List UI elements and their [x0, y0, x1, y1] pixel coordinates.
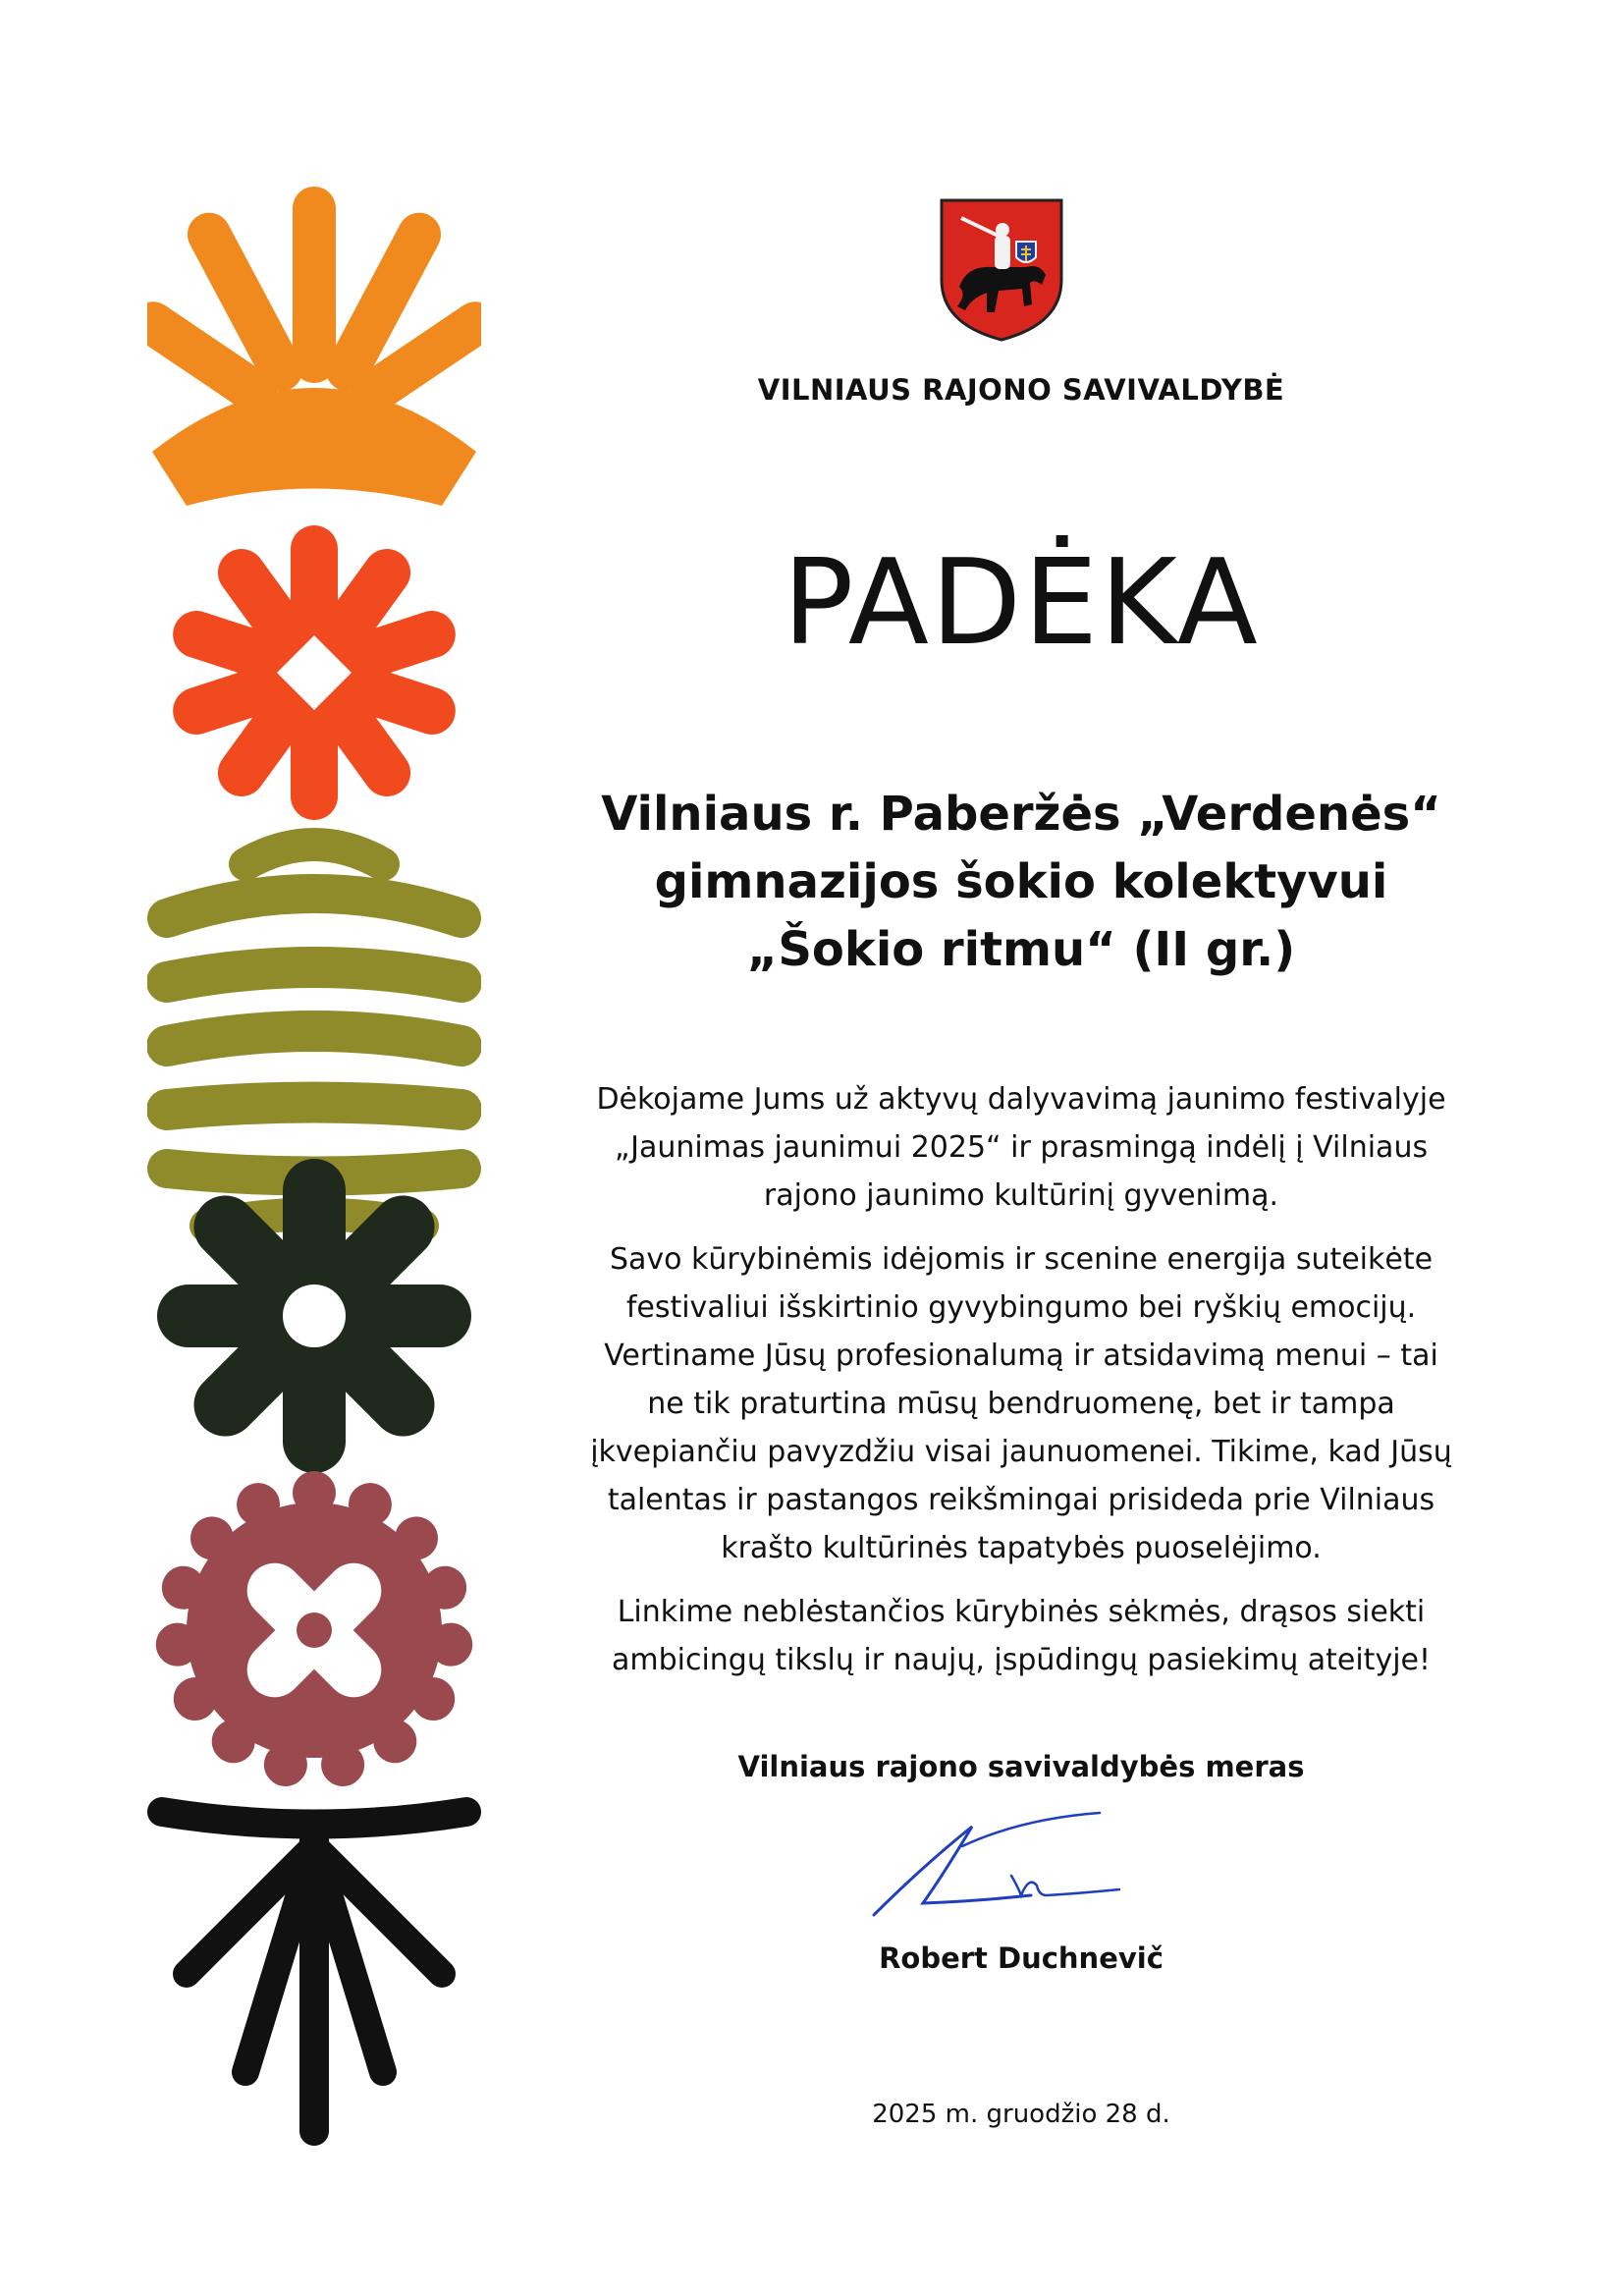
signer-role: Vilniaus rajono savivaldybės meras — [737, 1750, 1305, 1783]
paragraph — [530, 1075, 1512, 1220]
gratitude-text — [530, 1075, 1512, 1700]
recipient — [530, 781, 1512, 984]
vytis-coat-of-arms-icon — [938, 196, 1065, 344]
issue-date: 2025 m. gruodžio 28 d. — [872, 2100, 1170, 2129]
dark-flower-ornament-icon — [157, 1159, 471, 1473]
paragraph — [530, 1588, 1512, 1684]
text-line: rajono jaunimo kultūrinį gyvenimą. — [763, 1178, 1279, 1213]
recipient-line: Vilniaus r. Paberžės „Verdenės“ — [601, 787, 1441, 842]
folk-ornament-column — [147, 177, 481, 2151]
text-line: krašto kultūrinės tapatybės puoselėjimo. — [721, 1531, 1322, 1565]
text-line: „Jaunimas jaunimui 2025“ ir prasmingą indėlį į Vilniaus — [614, 1130, 1429, 1165]
certificate-title: PADĖKA — [783, 535, 1260, 672]
recipient-line: „Šokio ritmu“ (II gr.) — [746, 922, 1296, 977]
text-line: įkvepiančiu pavyzdžiu visai jaunuomenei. Tikime, kad Jūsų — [590, 1435, 1452, 1469]
mauve-flower-ornament-icon — [154, 1471, 475, 1790]
signer-name: Robert Duchnevič — [879, 1941, 1164, 1975]
paragraph — [530, 1235, 1512, 1572]
handwritten-signature — [864, 1807, 1159, 1935]
recipient-line: gimnazijos šokio kolektyvui — [654, 854, 1388, 909]
text-line: Savo kūrybinėmis idėjomis ir scenine energija suteikėte — [609, 1242, 1434, 1277]
text-line: Vertiname Jūsų profesionalumą ir atsidavimą menui – tai — [604, 1339, 1438, 1373]
text-line: ne tik praturtina mūsų bendruomenę, bet ir tampa — [647, 1387, 1395, 1421]
text-line: Dėkojame Jums už aktyvų dalyvavimą jaunimo festivalyje — [596, 1082, 1446, 1117]
text-line: talentas ir pastangos reikšmingai prisideda prie Vilniaus — [607, 1483, 1435, 1517]
fan-ornament-icon — [147, 187, 481, 506]
red-flower-ornament-icon — [167, 525, 461, 820]
text-line: festivaliui išskirtinio gyvybingumo bei ryškių emocijų. — [625, 1290, 1417, 1325]
municipality-name: VILNIAUS RAJONO SAVIVALDYBĖ — [757, 373, 1285, 407]
text-line: Linkime neblėstančios kūrybinės sėkmės, drąsos siekti — [617, 1595, 1426, 1629]
text-line: ambicingų tikslų ir naujų, įspūdingų pasiekimų ateityje! — [611, 1643, 1432, 1677]
root-ornament-icon — [162, 1812, 466, 2131]
